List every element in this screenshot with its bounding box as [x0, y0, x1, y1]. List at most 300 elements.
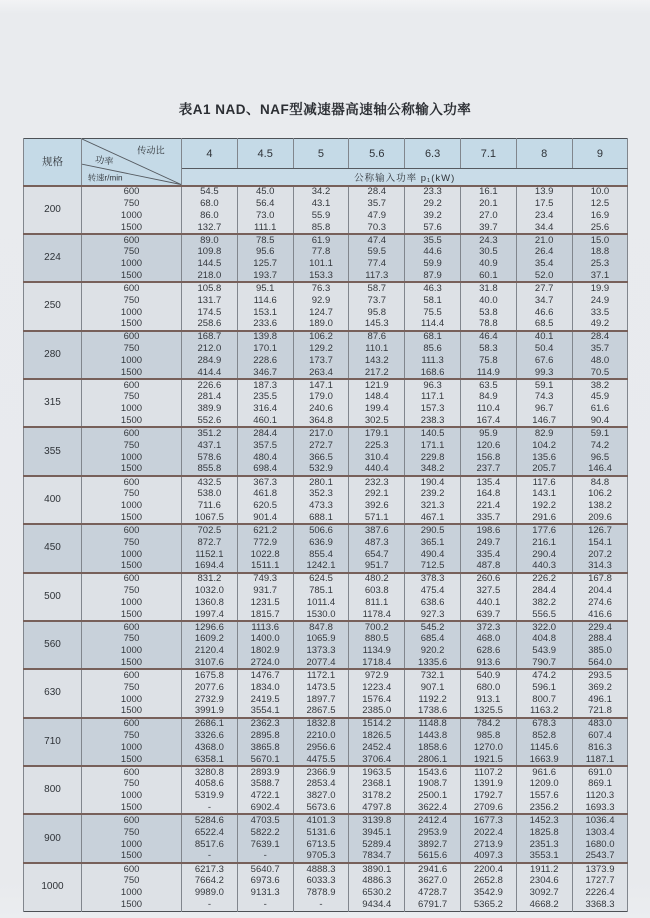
value-cell: 187.3	[237, 379, 293, 391]
value-cell: 732.1	[405, 669, 461, 681]
value-cell: 284.4	[237, 427, 293, 439]
value-cell: 1677.3	[460, 814, 516, 826]
value-cell: 61.9	[293, 234, 349, 246]
value-cell: 483.0	[572, 718, 628, 730]
rpm-cell: 1500	[82, 270, 182, 282]
rpm-cell: 1000	[82, 306, 182, 318]
value-cell: 1391.9	[460, 778, 516, 790]
value-cell: 40.1	[516, 331, 572, 343]
value-cell: 2210.0	[293, 730, 349, 742]
value-cell: 2941.6	[405, 863, 461, 875]
value-cell: 5131.6	[293, 826, 349, 838]
value-cell: 8517.6	[182, 839, 238, 851]
value-cell: 144.5	[182, 258, 238, 270]
value-cell: 4058.6	[182, 778, 238, 790]
value-cell: 364.8	[293, 415, 349, 427]
value-cell: 2366.9	[293, 766, 349, 778]
rpm-cell: 750	[82, 246, 182, 258]
rpm-cell: 750	[82, 391, 182, 403]
value-cell: 3542.9	[460, 887, 516, 899]
value-cell: 907.1	[405, 681, 461, 693]
value-cell: 25.3	[572, 258, 628, 270]
value-cell: 74.2	[572, 439, 628, 451]
table-row	[24, 452, 628, 464]
value-cell: 239.2	[405, 488, 461, 500]
rpm-cell: 600	[82, 186, 182, 198]
value-cell: 473.3	[293, 500, 349, 512]
table-header	[24, 139, 628, 186]
ratio-header: 9	[572, 139, 628, 169]
value-cell: 148.4	[349, 391, 405, 403]
value-cell: 346.7	[237, 367, 293, 379]
value-cell: 6033.3	[293, 875, 349, 887]
table-row	[24, 294, 628, 306]
rpm-cell: 1500	[82, 657, 182, 669]
table-row	[24, 391, 628, 403]
value-cell: 18.8	[572, 246, 628, 258]
value-cell: 1858.6	[405, 742, 461, 754]
value-cell: 2895.8	[237, 730, 293, 742]
value-cell: 1718.4	[349, 657, 405, 669]
value-cell: 226.2	[516, 573, 572, 585]
value-cell: 27.0	[460, 210, 516, 222]
value-cell: 467.1	[405, 512, 461, 524]
value-cell: 70.3	[349, 222, 405, 234]
value-cell: 121.9	[349, 379, 405, 391]
value-cell: 1148.8	[405, 718, 461, 730]
table-row	[24, 609, 628, 621]
value-cell: 240.6	[293, 403, 349, 415]
rpm-cell: 1000	[82, 742, 182, 754]
value-cell: 114.6	[237, 294, 293, 306]
value-cell: 468.0	[460, 633, 516, 645]
table-row	[24, 512, 628, 524]
value-cell: 387.6	[349, 524, 405, 536]
table-row	[24, 621, 628, 633]
value-cell: 189.0	[293, 319, 349, 331]
value-cell: 39.2	[405, 210, 461, 222]
value-cell: 654.7	[349, 548, 405, 560]
rpm-cell: 1000	[82, 693, 182, 705]
value-cell: 39.7	[460, 222, 516, 234]
value-cell: 3865.8	[237, 742, 293, 754]
table-row	[24, 754, 628, 766]
value-cell: 274.6	[572, 597, 628, 609]
value-cell: 1231.5	[237, 597, 293, 609]
value-cell: 6713.5	[293, 839, 349, 851]
value-cell: 4101.3	[293, 814, 349, 826]
value-cell: 1727.7	[572, 875, 628, 887]
value-cell: 110.1	[349, 343, 405, 355]
table-row	[24, 899, 628, 911]
value-cell: 2120.4	[182, 645, 238, 657]
table-row	[24, 718, 628, 730]
rpm-cell: 600	[82, 476, 182, 488]
table-row	[24, 258, 628, 270]
value-cell: 3588.7	[237, 778, 293, 790]
diagonal-header-cell	[82, 139, 182, 186]
value-cell: 487.8	[460, 560, 516, 572]
value-cell: 49.2	[572, 319, 628, 331]
value-cell: 1675.8	[182, 669, 238, 681]
value-cell: 61.6	[572, 403, 628, 415]
value-cell: 855.4	[293, 548, 349, 560]
spec-cell: 280	[24, 331, 82, 379]
ratio-header: 5.6	[349, 139, 405, 169]
value-cell: 82.9	[516, 427, 572, 439]
rpm-cell: 750	[82, 633, 182, 645]
value-cell: 199.4	[349, 403, 405, 415]
value-cell: 23.3	[405, 186, 461, 198]
value-cell: 31.8	[460, 282, 516, 294]
rpm-cell: 750	[82, 875, 182, 887]
table-row	[24, 778, 628, 790]
value-cell: 75.5	[405, 306, 461, 318]
value-cell: 9989.0	[182, 887, 238, 899]
table-row	[24, 802, 628, 814]
value-cell: 1543.6	[405, 766, 461, 778]
value-cell: 621.2	[237, 524, 293, 536]
value-cell: 603.8	[349, 585, 405, 597]
value-cell: 348.2	[405, 464, 461, 476]
rpm-cell: 1000	[82, 500, 182, 512]
value-cell: 19.9	[572, 282, 628, 294]
spec-cell: 200	[24, 186, 82, 234]
value-cell: 2956.6	[293, 742, 349, 754]
rpm-cell: 750	[82, 826, 182, 838]
value-cell: 440.4	[349, 464, 405, 476]
value-cell: 35.5	[405, 234, 461, 246]
value-cell: 146.4	[572, 464, 628, 476]
value-cell: 16.9	[572, 210, 628, 222]
value-cell: 68.5	[516, 319, 572, 331]
value-cell: 40.0	[460, 294, 516, 306]
value-cell: 772.9	[237, 536, 293, 548]
spec-cell: 710	[24, 718, 82, 766]
value-cell: 2867.5	[293, 706, 349, 718]
value-cell: 2806.1	[405, 754, 461, 766]
table-row	[24, 306, 628, 318]
spec-cell: 400	[24, 476, 82, 524]
rpm-cell: 1000	[82, 790, 182, 802]
value-cell: 880.5	[349, 633, 405, 645]
table-row	[24, 669, 628, 681]
rpm-cell: 1500	[82, 851, 182, 863]
value-cell: 143.1	[516, 488, 572, 500]
value-cell: 785.1	[293, 585, 349, 597]
value-cell: 21.0	[516, 234, 572, 246]
value-cell: 1145.6	[516, 742, 572, 754]
table-row	[24, 839, 628, 851]
spec-cell: 355	[24, 427, 82, 475]
value-cell: 63.5	[460, 379, 516, 391]
table-row	[24, 706, 628, 718]
value-cell: 33.5	[572, 306, 628, 318]
value-cell: 7664.2	[182, 875, 238, 887]
value-cell: 147.1	[293, 379, 349, 391]
value-cell: 1738.6	[405, 706, 461, 718]
value-cell: 3892.7	[405, 839, 461, 851]
value-cell: 101.1	[293, 258, 349, 270]
rpm-cell: 750	[82, 730, 182, 742]
rpm-cell: 750	[82, 585, 182, 597]
value-cell: 432.5	[182, 476, 238, 488]
value-cell: 216.1	[516, 536, 572, 548]
table-row	[24, 403, 628, 415]
value-cell: 496.1	[572, 693, 628, 705]
value-cell: 927.3	[405, 609, 461, 621]
value-cell: 96.5	[572, 452, 628, 464]
value-cell: 110.4	[460, 403, 516, 415]
value-cell: 190.4	[405, 476, 461, 488]
value-cell: 48.0	[572, 355, 628, 367]
value-cell: 365.1	[405, 536, 461, 548]
value-cell: 5284.6	[182, 814, 238, 826]
value-cell: 4728.7	[405, 887, 461, 899]
value-cell: 700.2	[349, 621, 405, 633]
table-row	[24, 585, 628, 597]
value-cell: 571.1	[349, 512, 405, 524]
spec-cell: 450	[24, 524, 82, 572]
value-cell: 34.4	[516, 222, 572, 234]
table-row	[24, 524, 628, 536]
value-cell: 784.2	[460, 718, 516, 730]
rpm-cell: 750	[82, 536, 182, 548]
table-row	[24, 766, 628, 778]
table-row	[24, 500, 628, 512]
value-cell: 129.2	[293, 343, 349, 355]
value-cell: 1680.0	[572, 839, 628, 851]
value-cell: 177.6	[516, 524, 572, 536]
value-cell: 4368.0	[182, 742, 238, 754]
value-cell: 440.1	[460, 597, 516, 609]
table-title: 表A1 NAD、NAF型减速器高速轴公称输入功率	[178, 102, 472, 117]
table-row	[24, 548, 628, 560]
value-cell: 3326.6	[182, 730, 238, 742]
value-cell: 228.6	[237, 355, 293, 367]
value-cell: 1107.2	[460, 766, 516, 778]
value-cell: 2652.8	[460, 875, 516, 887]
value-cell: 58.3	[460, 343, 516, 355]
value-cell: 951.7	[349, 560, 405, 572]
value-cell: 59.9	[405, 258, 461, 270]
value-cell: 291.6	[516, 512, 572, 524]
value-cell: 327.5	[460, 585, 516, 597]
value-cell: 24.9	[572, 294, 628, 306]
value-cell: 145.3	[349, 319, 405, 331]
value-cell: 120.6	[460, 439, 516, 451]
value-cell: 263.4	[293, 367, 349, 379]
table-row	[24, 427, 628, 439]
rpm-cell: 1000	[82, 403, 182, 415]
value-cell: 1373.9	[572, 863, 628, 875]
value-cell: 628.6	[460, 645, 516, 657]
value-cell: 1792.7	[460, 790, 516, 802]
value-cell: 77.4	[349, 258, 405, 270]
value-cell: 1360.8	[182, 597, 238, 609]
value-cell: 3139.8	[349, 814, 405, 826]
value-cell: 229.4	[572, 621, 628, 633]
value-cell: 6973.6	[237, 875, 293, 887]
value-cell: 95.9	[460, 427, 516, 439]
rpm-cell: 1000	[82, 645, 182, 657]
value-cell: 322.0	[516, 621, 572, 633]
value-cell: 437.1	[182, 439, 238, 451]
value-cell: 125.7	[237, 258, 293, 270]
table-row	[24, 319, 628, 331]
value-cell: 2368.1	[349, 778, 405, 790]
value-cell: 1113.6	[237, 621, 293, 633]
value-cell: 46.4	[460, 331, 516, 343]
rpm-cell: 1500	[82, 560, 182, 572]
value-cell: 140.5	[405, 427, 461, 439]
value-cell: 179.1	[349, 427, 405, 439]
value-cell: 284.4	[516, 585, 572, 597]
rpm-cell: 1500	[82, 706, 182, 718]
value-cell: 688.1	[293, 512, 349, 524]
value-cell: 207.2	[572, 548, 628, 560]
value-cell: 28.4	[349, 186, 405, 198]
value-cell: 29.2	[405, 198, 461, 210]
table-row	[24, 681, 628, 693]
table-row	[24, 210, 628, 222]
value-cell: 87.9	[405, 270, 461, 282]
value-cell: 389.9	[182, 403, 238, 415]
value-cell: 357.5	[237, 439, 293, 451]
value-cell: 721.8	[572, 706, 628, 718]
value-cell: 596.1	[516, 681, 572, 693]
ratio-header: 6.3	[405, 139, 461, 169]
value-cell: 5289.4	[349, 839, 405, 851]
value-cell: 124.7	[293, 306, 349, 318]
value-cell: 1511.1	[237, 560, 293, 572]
value-cell: 238.3	[405, 415, 461, 427]
value-cell: 6358.1	[182, 754, 238, 766]
value-cell: 226.6	[182, 379, 238, 391]
rpm-cell: 1000	[82, 355, 182, 367]
value-cell: 15.0	[572, 234, 628, 246]
value-cell: 1908.7	[405, 778, 461, 790]
table-row	[24, 693, 628, 705]
value-cell: 1067.5	[182, 512, 238, 524]
spec-cell: 560	[24, 621, 82, 669]
table-row	[24, 464, 628, 476]
value-cell: 156.8	[460, 452, 516, 464]
value-cell: -	[237, 899, 293, 911]
value-cell: 153.1	[237, 306, 293, 318]
value-cell: 620.5	[237, 500, 293, 512]
value-cell: 1209.0	[516, 778, 572, 790]
value-cell: 1172.1	[293, 669, 349, 681]
value-cell: 47.9	[349, 210, 405, 222]
value-cell: 58.1	[405, 294, 461, 306]
value-cell: 314.3	[572, 560, 628, 572]
value-cell: 2893.9	[237, 766, 293, 778]
value-cell: 95.8	[349, 306, 405, 318]
value-cell: 5822.2	[237, 826, 293, 838]
rpm-cell: 600	[82, 524, 182, 536]
value-cell: 1134.9	[349, 645, 405, 657]
value-cell: 167.4	[460, 415, 516, 427]
value-cell: 205.7	[516, 464, 572, 476]
value-cell: 212.0	[182, 343, 238, 355]
rpm-cell: 600	[82, 814, 182, 826]
rpm-cell: 600	[82, 621, 182, 633]
table-row	[24, 476, 628, 488]
value-cell: 59.1	[572, 427, 628, 439]
value-cell: 2686.1	[182, 718, 238, 730]
value-cell: 855.8	[182, 464, 238, 476]
rpm-cell: 750	[82, 681, 182, 693]
value-cell: 985.8	[460, 730, 516, 742]
value-cell: 475.4	[405, 585, 461, 597]
value-cell: 1335.6	[405, 657, 461, 669]
power-rating-table	[23, 138, 628, 912]
value-cell: 192.2	[516, 500, 572, 512]
value-cell: 57.6	[405, 222, 461, 234]
value-cell: 385.0	[572, 645, 628, 657]
value-cell: 1693.3	[572, 802, 628, 814]
value-cell: 487.3	[349, 536, 405, 548]
value-cell: 624.5	[293, 573, 349, 585]
value-cell: 67.6	[516, 355, 572, 367]
value-cell: 852.8	[516, 730, 572, 742]
table-body	[24, 186, 628, 912]
value-cell: 78.8	[460, 319, 516, 331]
spec-cell: 900	[24, 814, 82, 862]
value-cell: 109.8	[182, 246, 238, 258]
value-cell: 44.6	[405, 246, 461, 258]
value-cell: 1694.4	[182, 560, 238, 572]
value-cell: 460.1	[237, 415, 293, 427]
value-cell: 38.2	[572, 379, 628, 391]
value-cell: 847.8	[293, 621, 349, 633]
value-cell: 461.8	[237, 488, 293, 500]
ratio-header: 7.1	[460, 139, 516, 169]
rpm-cell: 1000	[82, 597, 182, 609]
value-cell: 45.0	[237, 186, 293, 198]
value-cell: 811.1	[349, 597, 405, 609]
value-cell: 138.2	[572, 500, 628, 512]
value-cell: 1530.0	[293, 609, 349, 621]
value-cell: 232.3	[349, 476, 405, 488]
value-cell: 1178.4	[349, 609, 405, 621]
value-cell: 9131.3	[237, 887, 293, 899]
value-cell: 76.3	[293, 282, 349, 294]
value-cell: 2077.4	[293, 657, 349, 669]
value-cell: 4886.3	[349, 875, 405, 887]
spec-cell: 630	[24, 669, 82, 717]
value-cell: 540.9	[460, 669, 516, 681]
rpm-cell: 600	[82, 669, 182, 681]
value-cell: 168.7	[182, 331, 238, 343]
rpm-cell: 600	[82, 379, 182, 391]
ratio-header: 4.5	[237, 139, 293, 169]
value-cell: 73.7	[349, 294, 405, 306]
value-cell: 221.4	[460, 500, 516, 512]
value-cell: 170.1	[237, 343, 293, 355]
value-cell: 114.4	[405, 319, 461, 331]
rpm-cell: 1500	[82, 609, 182, 621]
value-cell: 5365.2	[460, 899, 516, 911]
value-cell: 913.6	[460, 657, 516, 669]
value-cell: 258.6	[182, 319, 238, 331]
value-cell: 913.1	[460, 693, 516, 705]
power-axis-label: 功率	[94, 154, 115, 167]
value-cell: 335.4	[460, 548, 516, 560]
value-cell: 607.4	[572, 730, 628, 742]
value-cell: 5319.9	[182, 790, 238, 802]
